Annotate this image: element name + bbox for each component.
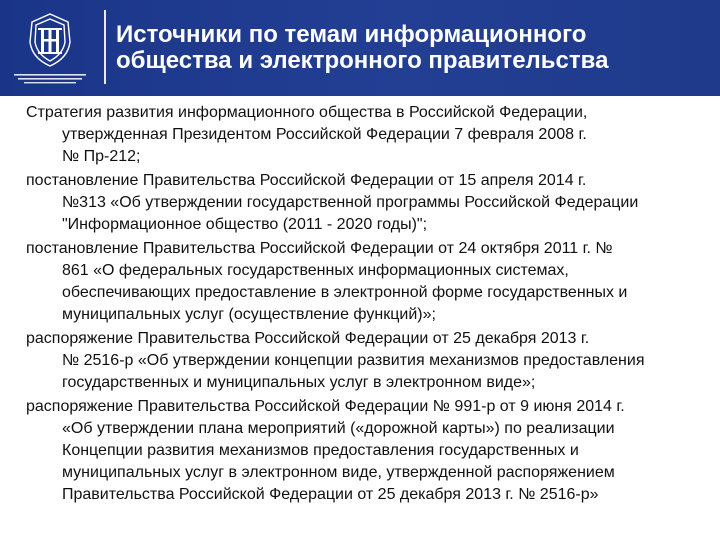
source-item-order-991 (26, 396, 698, 506)
source-item-resolution-861 (26, 238, 698, 326)
source-line: муниципальных услуг в электронном виде, утвержденной распоряжением (62, 464, 615, 481)
header-bar (0, 0, 720, 96)
title-line: Источники по темам информационного (116, 21, 587, 48)
source-line: 861 «О федеральных государственных информационных системах, (62, 262, 569, 279)
sources-list (26, 102, 698, 508)
source-line: №313 «Об утверждении государственной программы Российской Федерации (62, 194, 639, 211)
slide-title (116, 22, 706, 74)
source-line: Правительства Российской Федерации от 25 декабря 2013 г. № 2516-р» (62, 486, 599, 503)
source-line: постановление Правительства Российской Федерации от 15 апреля 2014 г. (26, 172, 587, 189)
source-line: муниципальных услуг (осуществление функций)»; (62, 306, 436, 323)
hse-university-logo-icon (10, 8, 90, 90)
source-line: Концепции развития механизмов предоставления государственных и (62, 442, 579, 459)
source-line: обеспечивающих предоставление в электронной форме государственных и (62, 284, 628, 301)
source-item-order-2516 (26, 328, 698, 394)
source-line: распоряжение Правительства Российской Федерации от 25 декабря 2013 г. (26, 330, 590, 347)
source-line: постановление Правительства Российской Федерации от 24 октября 2011 г. № (26, 240, 613, 257)
source-item-resolution-313 (26, 170, 698, 236)
source-line: № Пр-212; (62, 148, 141, 165)
source-line: «Об утверждении плана мероприятий («дорожной карты») по реализации (62, 420, 615, 437)
title-line: общества и электронного правительства (116, 47, 609, 74)
source-item-strategy (26, 102, 698, 168)
source-line: № 2516-р «Об утверждении концепции развития механизмов предоставления (62, 352, 645, 369)
source-line: "Информационное общество (2011 - 2020 годы)"; (62, 216, 428, 233)
source-line: государственных и муниципальных услуг в электронном виде»; (62, 374, 536, 391)
header-divider (104, 10, 106, 84)
source-line: Стратегия развития информационного общества в Российской Федерации, (26, 104, 588, 121)
source-line: утвержденная Президентом Российской Федерации 7 февраля 2008 г. (62, 126, 587, 143)
source-line: распоряжение Правительства Российской Федерации № 991-р от 9 июня 2014 г. (26, 398, 625, 415)
